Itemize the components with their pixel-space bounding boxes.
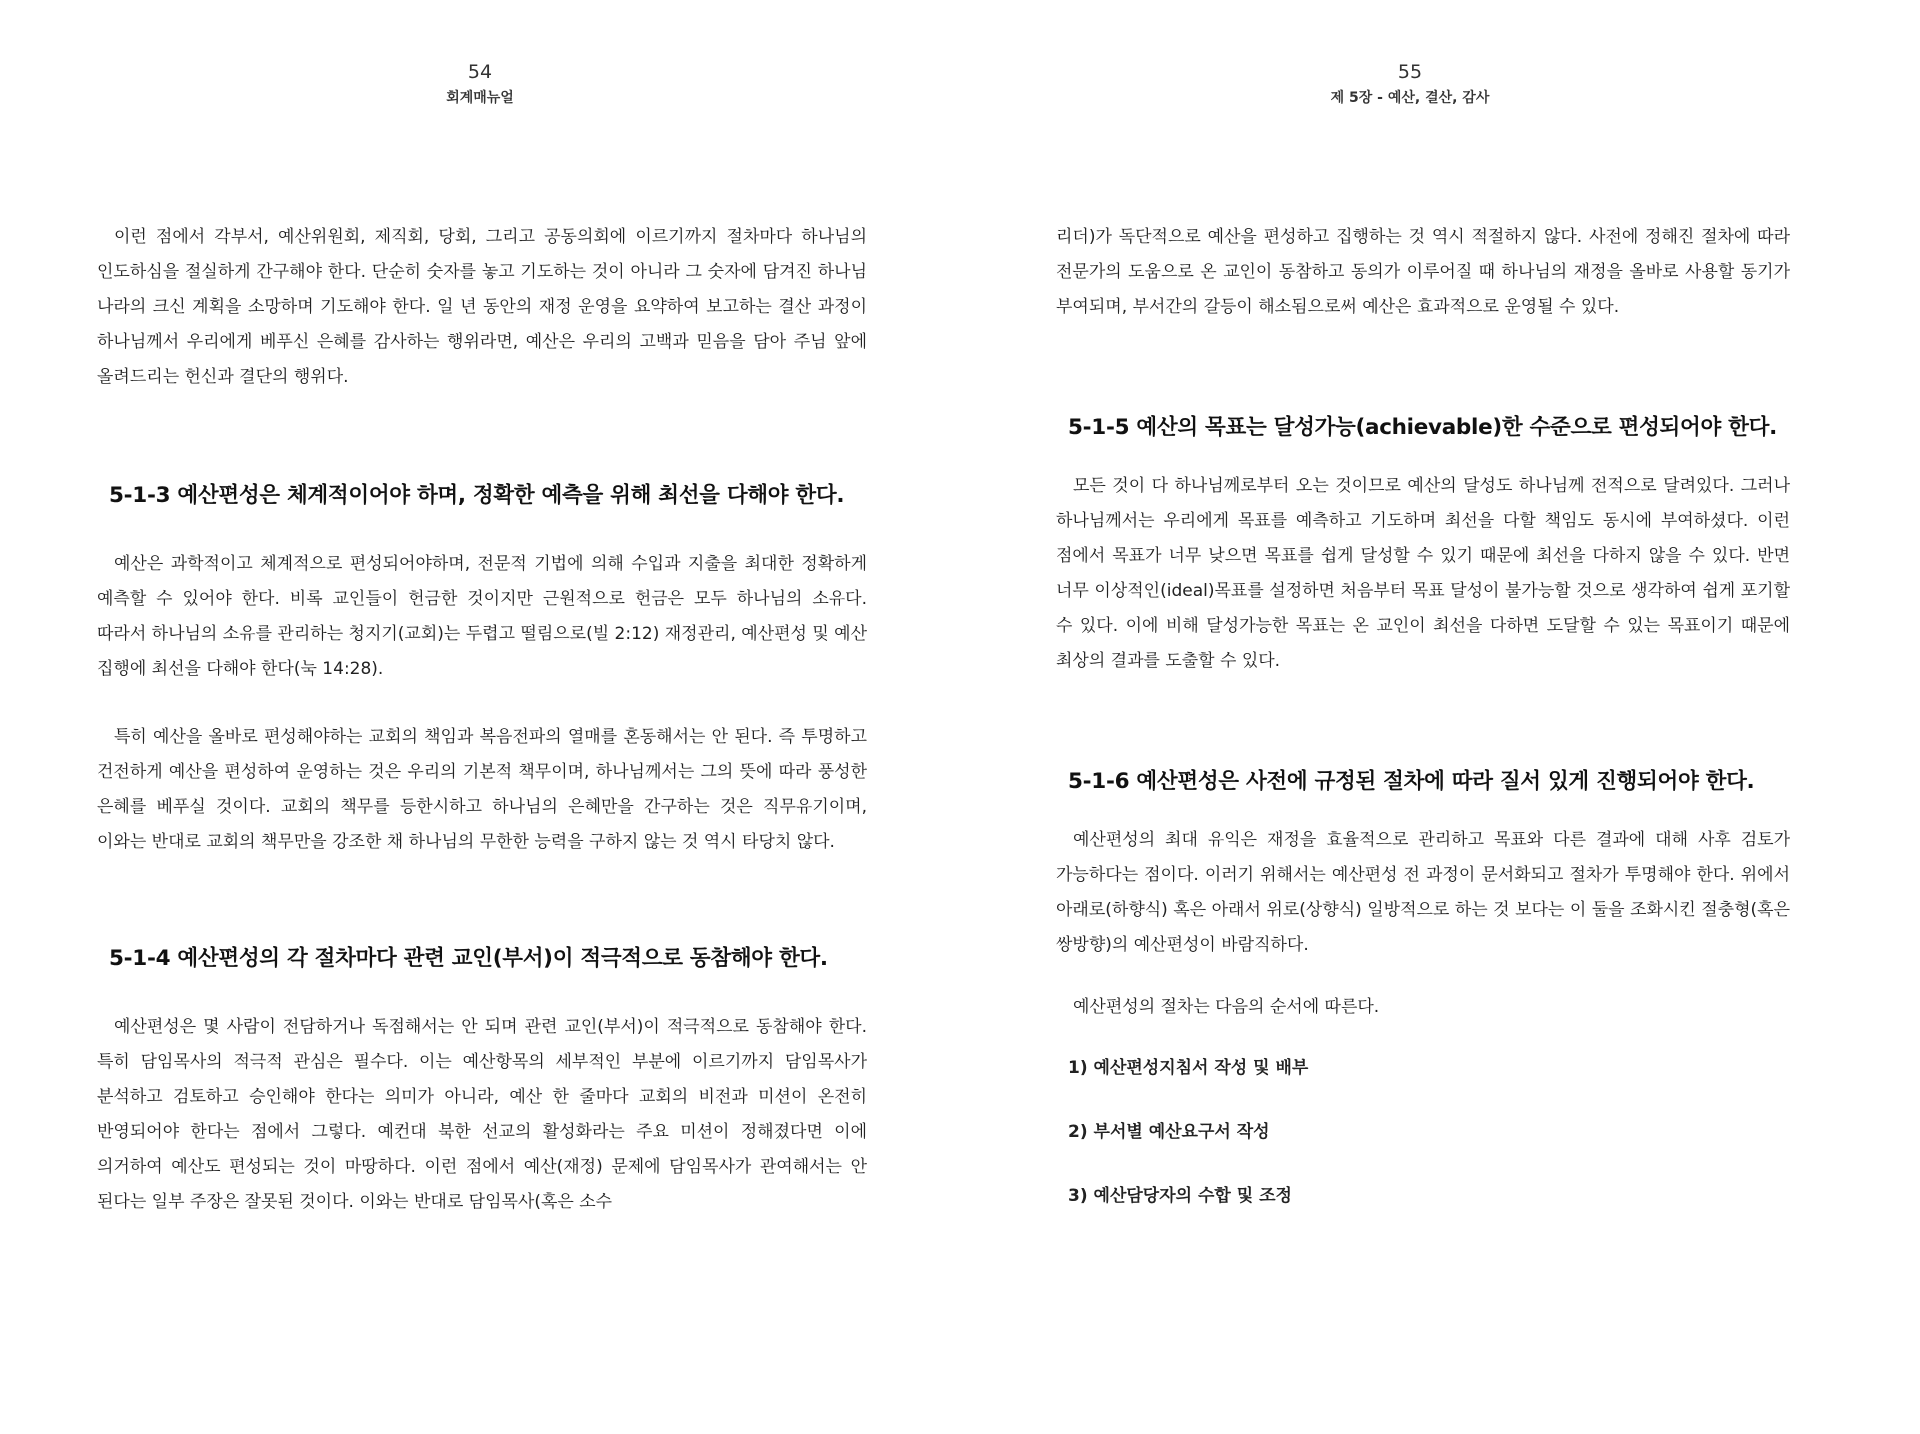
section-heading-5-1-5: 5-1-5 예산의 목표는 달성가능(achievable)한 수준으로 편성되어야 한다.	[1068, 415, 1777, 440]
section-5-1-4-paragraph-1: 예산편성은 몇 사람이 전담하거나 독점해서는 안 되며 관련 교인(부서)이 적극적으로 동참해야 한다. 특히 담임목사의 적극적 관심은 필수다. 이는 예산항목의 세부적인 부분에 이르기까지 담임목사가 분석하고 검토하고 승인해야 한다는 의미가 아니라, 예산 한 줄마다 교회의 비전과 미션이 온전히 반영되어야 한다는 점에서 그렇다. 예컨대 북한 선교의 활성화라는 주요 미션이 정해졌다면 이에 의거하여 예산도 편성되는 것이 마땅하다. 이런 점에서 예산(재정) 문제에 담임목사가 관여해서는 안 된다는 일부 주장은 잘못된 것이다. 이와는 반대로 담임목사(혹은 소수	[97, 1017, 867, 1212]
page-number: 54	[467, 61, 493, 83]
procedure-step-1: 1) 예산편성지침서 작성 및 배부	[1068, 1058, 1309, 1078]
section-heading-5-1-4: 5-1-4 예산편성의 각 절차마다 관련 교인(부서)이 적극적으로 동참해야 한다.	[109, 946, 828, 971]
intro-paragraph: 이런 점에서 각부서, 예산위원회, 제직회, 당회, 그리고 공동의회에 이르기까지 절차마다 하나님의 인도하심을 절실하게 간구해야 한다. 단순히 숫자를 놓고 기도하는 것이 아니라 그 숫자에 담겨진 하나님 나라의 크신 계획을 소망하며 기도해야 한다. 일 년 동안의 재정 운영을 요약하여 보고하는 결산 과정이 하나님께서 우리에게 베푸신 은혜를 감사하는 행위라면, 예산은 우리의 고백과 믿음을 담아 주님 앞에 올려드리는 헌신과 결단의 행위다.	[97, 227, 867, 387]
section-heading-5-1-6: 5-1-6 예산편성은 사전에 규정된 절차에 따라 질서 있게 진행되어야 한다.	[1068, 769, 1755, 794]
section-5-1-6-paragraph-2: 예산편성의 절차는 다음의 순서에 따른다.	[1073, 997, 1380, 1017]
left-page-content	[97, 220, 867, 1220]
section-5-1-6-paragraph-1: 예산편성의 최대 유익은 재정을 효율적으로 관리하고 목표와 다른 결과에 대해 사후 검토가 가능하다는 점이다. 이러기 위해서는 예산편성 전 과정이 문서화되고 절차가 투명해야 한다. 위에서 아래로(하향식) 혹은 아래서 위로(상향식) 일방적으로 하는 것 보다는 이 둘을 조화시킨 절충형(혹은 쌍방향)의 예산편성이 바람직하다.	[1056, 830, 1790, 955]
right-page	[960, 0, 1920, 1434]
section-5-1-3-paragraph-1: 예산은 과학적이고 체계적으로 편성되어야하며, 전문적 기법에 의해 수입과 지출을 최대한 정확하게 예측할 수 있어야 한다. 비록 교인들이 헌금한 것이지만 근원적으로 헌금은 모두 하나님의 소유다. 따라서 하나님의 소유를 관리하는 청지기(교회)는 두렵고 떨림으로(빌 2:12) 재정관리, 예산편성 및 예산 집행에 최선을 다해야 한다(눅 14:28).	[97, 554, 868, 679]
running-title: 회계매뉴얼	[446, 90, 514, 106]
continued-paragraph: 리더)가 독단적으로 예산을 편성하고 집행하는 것 역시 적절하지 않다. 사전에 정해진 절차에 따라 전문가의 도움으로 온 교인이 동참하고 동의가 이루어질 때 하나님의 재정을 올바로 사용할 동기가 부여되며, 부서간의 갈등이 해소됨으로써 예산은 효과적으로 운영될 수 있다.	[1056, 227, 1790, 317]
procedure-step-3: 3) 예산담당자의 수합 및 조정	[1068, 1186, 1292, 1206]
page-number: 55	[1397, 61, 1423, 83]
right-page-content	[1056, 220, 1790, 1209]
section-5-1-3-paragraph-2: 특히 예산을 올바로 편성해야하는 교회의 책임과 복음전파의 열매를 혼동해서는 안 된다. 즉 투명하고 건전하게 예산을 편성하여 운영하는 것은 우리의 기본적 책무이며, 하나님께서는 그의 뜻에 따라 풍성한 은혜를 베푸실 것이다. 교회의 책무를 등한시하고 하나님의 은혜만을 간구하는 것은 직무유기이며, 이와는 반대로 교회의 책무만을 강조한 채 하나님의 무한한 능력을 구하지 않는 것 역시 타당치 않다.	[97, 727, 867, 852]
left-running-head	[300, 58, 660, 108]
section-heading-5-1-3: 5-1-3 예산편성은 체계적이어야 하며, 정확한 예측을 위해 최선을 다해야 한다.	[109, 483, 845, 508]
right-running-head	[1230, 58, 1590, 108]
procedure-step-2: 2) 부서별 예산요구서 작성	[1068, 1122, 1270, 1142]
running-title: 제 5장 - 예산, 결산, 감사	[1330, 90, 1490, 106]
section-5-1-5-paragraph-1: 모든 것이 다 하나님께로부터 오는 것이므로 예산의 달성도 하나님께 전적으로 달려있다. 그러나 하나님께서는 우리에게 목표를 예측하고 기도하며 최선을 다할 책임도 동시에 부여하셨다. 이런 점에서 목표가 너무 낮으면 목표를 쉽게 달성할 수 있기 때문에 최선을 다하지 않을 수 있다. 반면 너무 이상적인(ideal)목표를 설정하면 처음부터 목표 달성이 불가능할 것으로 생각하여 쉽게 포기할 수 있다. 이에 비해 달성가능한 목표는 온 교인이 최선을 다하면 도달할 수 있는 목표이기 때문에 최상의 결과를 도출할 수 있다.	[1056, 476, 1790, 671]
